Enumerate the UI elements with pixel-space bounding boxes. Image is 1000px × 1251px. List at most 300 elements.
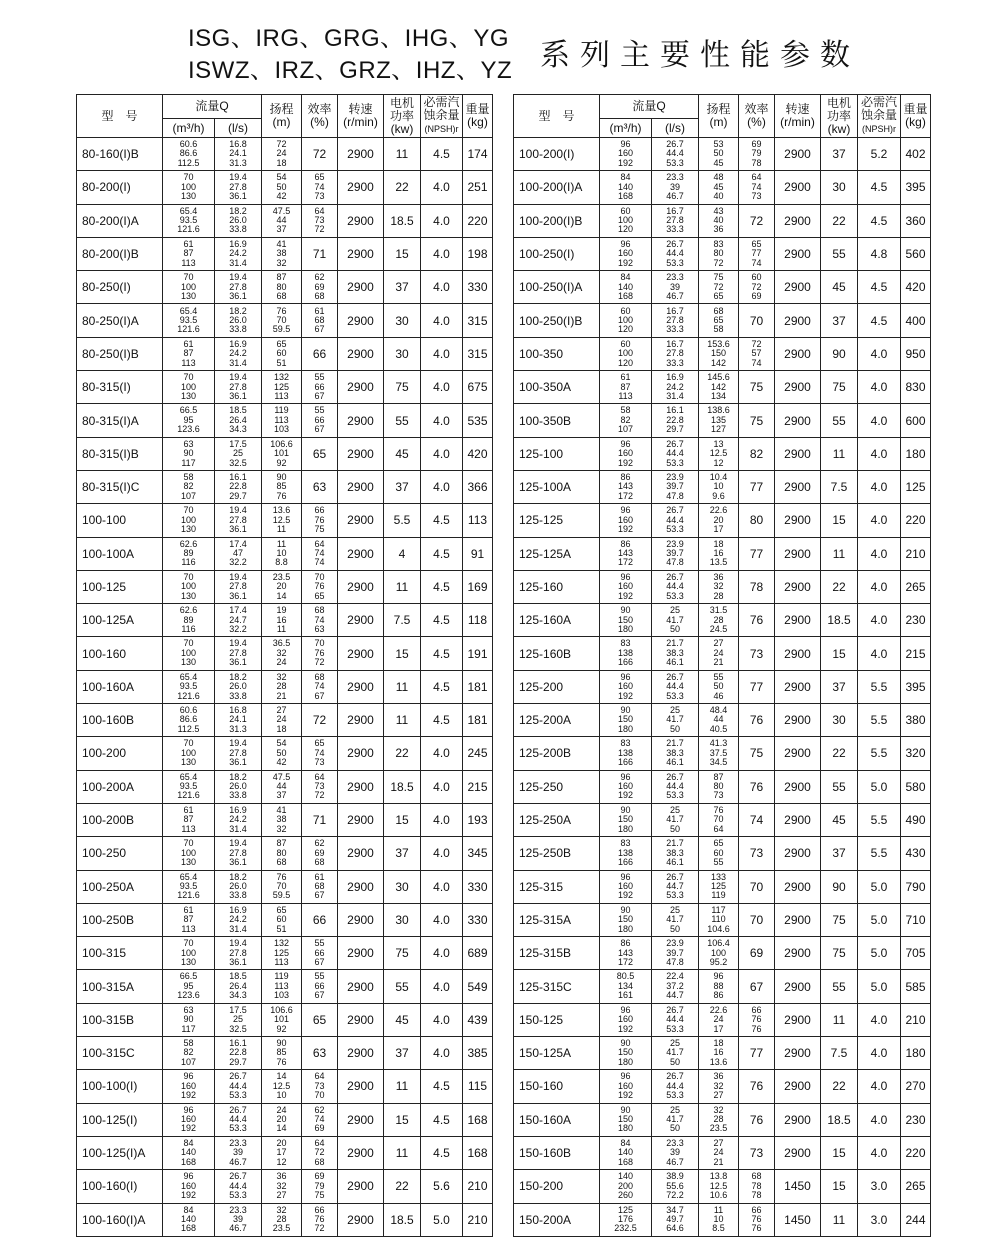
speed-cell: 2900 — [775, 371, 821, 404]
flow-m3h-cell — [600, 537, 652, 570]
efficiency-cell-value: 79 — [314, 1180, 325, 1191]
flow-m3h-cell-value: 96 — [620, 505, 631, 516]
model-cell: 125-200B — [514, 737, 600, 770]
head-cell-value: 38 — [276, 248, 287, 259]
efficiency-cell-value: 72 — [314, 790, 325, 801]
power-cell: 30 — [384, 903, 421, 936]
power-cell: 75 — [821, 937, 858, 970]
power-cell: 11 — [384, 138, 421, 171]
model-cell: 100-250 — [77, 837, 163, 870]
flow-ls-cell-value: 23.9 — [666, 538, 684, 549]
flow-ls-cell — [215, 637, 262, 670]
model-cell: 100-125(I)A — [77, 1136, 163, 1169]
flow-ls-cell — [652, 138, 699, 171]
weight-cell: 244 — [901, 1203, 931, 1236]
head-cell-value: 13 — [713, 438, 724, 449]
flow-m3h-cell-value: 60 — [620, 205, 631, 216]
efficiency-cell — [302, 371, 338, 404]
flow-m3h-cell-value: 172 — [617, 557, 634, 568]
flow-ls-cell-value: 41.7 — [666, 714, 684, 725]
head-cell — [699, 504, 739, 537]
model-cell: 125-200A — [514, 704, 600, 737]
header-efficiency-unit: (%) — [747, 115, 766, 129]
flow-ls-cell-value: 38.3 — [666, 747, 684, 758]
flow-m3h-cell-value: 130 — [180, 291, 197, 302]
head-cell-value: 12.5 — [709, 448, 728, 459]
head-cell-value: 55 — [713, 671, 724, 682]
flow-m3h-cell-value: 166 — [617, 757, 634, 768]
flow-m3h-cell-value: 84 — [620, 1137, 631, 1148]
efficiency-cell-value: 64 — [314, 538, 325, 549]
table-row — [514, 570, 931, 603]
flow-m3h-cell-value: 112.5 — [177, 723, 200, 734]
npsh-cell: 4.0 — [858, 637, 901, 670]
table-row — [514, 870, 931, 903]
flow-m3h-cell-value: 65.4 — [179, 671, 198, 682]
efficiency-cell-value: 72 — [314, 1223, 325, 1234]
flow-m3h-cell — [163, 437, 215, 470]
npsh-cell: 5.5 — [858, 837, 901, 870]
flow-ls-cell-value: 26.7 — [666, 139, 684, 150]
flow-m3h-cell-value: 62.6 — [179, 538, 198, 549]
weight-cell: 265 — [901, 570, 931, 603]
efficiency-cell-value: 67 — [314, 424, 325, 435]
npsh-cell: 4.0 — [858, 1070, 901, 1103]
flow-ls-cell-value: 44.4 — [666, 681, 684, 692]
flow-m3h-cell-value: 96 — [620, 871, 631, 882]
head-cell-value: 80 — [276, 847, 287, 858]
power-cell: 4 — [384, 537, 421, 570]
table-row — [77, 470, 493, 503]
npsh-cell: 4.0 — [421, 903, 463, 936]
flow-ls-cell-value: 44.4 — [666, 581, 684, 592]
efficiency-cell — [302, 404, 338, 437]
flow-m3h-cell — [163, 903, 215, 936]
header-efficiency — [739, 95, 775, 138]
head-cell-value: 68 — [713, 305, 724, 316]
flow-m3h-cell — [163, 837, 215, 870]
efficiency-cell: 76 — [739, 704, 775, 737]
table-row — [514, 304, 931, 337]
header-efficiency-unit: (%) — [310, 115, 329, 129]
speed-cell: 2900 — [775, 504, 821, 537]
flow-m3h-cell-value: 166 — [617, 657, 634, 668]
flow-ls-cell — [215, 1070, 262, 1103]
efficiency-cell: 76 — [739, 604, 775, 637]
flow-m3h-cell-value: 121.6 — [177, 890, 200, 901]
model-cell: 125-125A — [514, 537, 600, 570]
flow-ls-cell-value: 39.7 — [666, 481, 684, 492]
npsh-cell: 4.0 — [858, 537, 901, 570]
header-weight — [901, 95, 931, 138]
head-cell — [699, 637, 739, 670]
speed-cell: 2900 — [775, 937, 821, 970]
flow-m3h-cell-value: 84 — [620, 272, 631, 283]
model-cell: 125-315 — [514, 870, 600, 903]
header-speed — [338, 95, 384, 138]
efficiency-cell-value: 68 — [314, 671, 325, 682]
flow-m3h-cell-value: 60.6 — [179, 705, 198, 716]
flow-ls-cell — [215, 1003, 262, 1036]
efficiency-cell-value: 72 — [314, 1147, 325, 1158]
flow-ls-cell-value: 36.1 — [229, 390, 247, 401]
table-row — [77, 437, 493, 470]
efficiency-cell-value: 74 — [314, 614, 325, 625]
efficiency-cell — [302, 970, 338, 1003]
efficiency-cell — [302, 737, 338, 770]
flow-m3h-cell — [163, 737, 215, 770]
flow-m3h-cell-value: 82 — [183, 1047, 194, 1058]
speed-cell: 2900 — [775, 704, 821, 737]
head-cell-value: 85 — [276, 481, 287, 492]
weight-cell: 210 — [901, 537, 931, 570]
flow-ls-cell-value: 31.4 — [229, 357, 247, 368]
flow-ls-cell-value: 46.7 — [229, 1223, 247, 1234]
head-cell-value: 50 — [276, 747, 287, 758]
flow-m3h-cell-value: 107 — [180, 1056, 197, 1067]
speed-cell: 2900 — [338, 204, 384, 237]
model-cell: 125-315C — [514, 970, 600, 1003]
efficiency-cell: 72 — [739, 204, 775, 237]
model-cell: 100-250(I)A — [514, 271, 600, 304]
flow-ls-cell — [652, 937, 699, 970]
efficiency-cell-value: 67 — [314, 690, 325, 701]
head-cell — [699, 1136, 739, 1169]
flow-ls-cell — [652, 570, 699, 603]
model-cell: 100-160 — [77, 637, 163, 670]
efficiency-cell: 63 — [302, 1037, 338, 1070]
speed-cell: 2900 — [338, 404, 384, 437]
head-cell — [699, 803, 739, 836]
power-cell: 37 — [821, 670, 858, 703]
header-speed-label: 转速 — [785, 102, 810, 116]
flow-ls-cell-value: 50 — [669, 1123, 680, 1134]
head-cell-value: 73 — [713, 790, 724, 801]
flow-ls-cell-value: 23.3 — [229, 1204, 247, 1215]
head-cell — [262, 504, 302, 537]
head-cell-value: 60 — [276, 914, 287, 925]
flow-m3h-cell-value: 100 — [180, 181, 197, 192]
head-cell — [699, 171, 739, 204]
head-cell-value: 10 — [276, 548, 287, 558]
head-cell — [262, 704, 302, 737]
head-cell-value: 113 — [274, 414, 289, 425]
flow-m3h-cell — [600, 1170, 652, 1203]
head-cell — [262, 637, 302, 670]
power-cell: 30 — [384, 337, 421, 370]
head-cell-value: 88 — [713, 980, 724, 991]
npsh-cell: 4.0 — [858, 1003, 901, 1036]
flow-ls-cell-value: 36.1 — [229, 291, 247, 302]
speed-cell: 2900 — [338, 570, 384, 603]
model-cell: 125-100 — [514, 437, 600, 470]
head-cell-value: 27 — [713, 1090, 724, 1101]
npsh-cell: 4.0 — [858, 1136, 901, 1169]
flow-ls-cell — [652, 470, 699, 503]
flow-m3h-cell-value: 80.5 — [616, 971, 635, 982]
npsh-cell: 4.0 — [421, 770, 463, 803]
head-cell-value: 32 — [276, 1180, 287, 1191]
efficiency-cell-value: 68 — [751, 1171, 762, 1182]
efficiency-cell: 76 — [739, 1103, 775, 1136]
flow-ls-cell — [652, 204, 699, 237]
head-cell-value: 133 — [710, 871, 727, 882]
flow-m3h-cell-value: 87 — [620, 381, 631, 392]
model-cell: 80-315(I)B — [77, 437, 163, 470]
head-cell — [699, 770, 739, 803]
model-cell: 100-350B — [514, 404, 600, 437]
flow-ls-cell-value: 53.3 — [666, 890, 684, 901]
efficiency-cell — [302, 537, 338, 570]
head-cell-value: 117 — [711, 904, 726, 915]
table-row — [77, 171, 493, 204]
efficiency-cell — [302, 1203, 338, 1236]
flow-ls-cell-value: 31.4 — [229, 923, 247, 934]
efficiency-cell-value: 73 — [751, 191, 762, 202]
flow-m3h-cell-value: 192 — [617, 1090, 634, 1101]
header-flow: 流量Q — [163, 95, 262, 119]
head-cell-value: 119 — [711, 890, 726, 901]
flow-m3h-cell — [163, 371, 215, 404]
flow-ls-cell — [652, 870, 699, 903]
model-cell: 80-315(I)A — [77, 404, 163, 437]
head-cell — [262, 1103, 302, 1136]
efficiency-cell-value: 74 — [314, 548, 325, 558]
flow-ls-cell-value: 21.7 — [666, 638, 684, 649]
flow-m3h-cell-value: 86 — [620, 472, 631, 482]
head-cell — [699, 903, 739, 936]
speed-cell: 2900 — [338, 1037, 384, 1070]
model-cell: 100-250A — [77, 870, 163, 903]
weight-cell: 380 — [901, 704, 931, 737]
head-cell-value: 44 — [276, 215, 287, 226]
flow-m3h-cell-value: 180 — [617, 624, 634, 634]
power-cell: 11 — [821, 437, 858, 470]
head-cell — [699, 604, 739, 637]
head-cell-value: 31.5 — [709, 605, 728, 616]
head-cell-value: 9.6 — [712, 490, 725, 501]
head-cell-value: 45 — [713, 157, 724, 168]
header-flow-unit-m3h: (m³/h) — [600, 119, 652, 138]
flow-m3h-cell-value: 120 — [617, 324, 634, 335]
speed-cell: 2900 — [338, 337, 384, 370]
flow-m3h-cell-value: 60 — [620, 338, 631, 349]
flow-m3h-cell-value: 89 — [183, 614, 194, 625]
flow-ls-cell-value: 29.7 — [666, 424, 684, 435]
npsh-cell: 4.5 — [421, 704, 463, 737]
head-cell — [699, 237, 739, 270]
head-cell — [699, 970, 739, 1003]
head-cell-value: 36 — [713, 1071, 724, 1082]
npsh-cell: 3.0 — [858, 1203, 901, 1236]
weight-cell: 490 — [901, 803, 931, 836]
flow-m3h-cell — [163, 670, 215, 703]
head-cell — [262, 371, 302, 404]
flow-ls-cell — [652, 803, 699, 836]
flow-ls-cell-value: 26.7 — [666, 571, 684, 582]
flow-m3h-cell-value: 86 — [620, 938, 631, 949]
head-cell-value: 110 — [711, 914, 726, 925]
power-cell: 15 — [384, 637, 421, 670]
head-cell-value: 32 — [276, 1204, 287, 1215]
head-cell-value: 32 — [276, 671, 287, 682]
flow-m3h-cell — [600, 1103, 652, 1136]
npsh-cell: 5.5 — [858, 670, 901, 703]
model-cell: 100-315A — [77, 970, 163, 1003]
flow-ls-cell — [215, 604, 262, 637]
power-cell: 11 — [384, 1136, 421, 1169]
flow-ls-cell-value: 17.4 — [229, 605, 247, 616]
head-cell — [699, 537, 739, 570]
head-cell-value: 11 — [713, 1204, 724, 1215]
flow-m3h-cell-value: 90 — [620, 1038, 631, 1049]
flow-m3h-cell — [163, 1037, 215, 1070]
document-title — [188, 16, 888, 82]
efficiency-cell: 69 — [739, 937, 775, 970]
flow-m3h-cell-value: 112.5 — [177, 157, 200, 168]
flow-ls-cell — [652, 1136, 699, 1169]
flow-ls-cell-value: 26.0 — [229, 781, 247, 792]
head-cell-value: 100 — [710, 947, 727, 958]
npsh-cell: 4.0 — [421, 870, 463, 903]
power-cell: 11 — [384, 670, 421, 703]
weight-cell: 215 — [901, 637, 931, 670]
efficiency-cell: 75 — [739, 371, 775, 404]
flow-m3h-cell — [163, 637, 215, 670]
table-row — [514, 704, 931, 737]
flow-ls-cell-value: 53.3 — [666, 790, 684, 801]
flow-ls-cell-value: 39 — [669, 281, 680, 292]
header-efficiency — [302, 95, 338, 138]
flow-m3h-cell-value: 96 — [620, 1071, 631, 1082]
weight-cell: 270 — [901, 1070, 931, 1103]
head-cell-value: 24 — [713, 1014, 724, 1025]
head-cell-value: 106.4 — [707, 938, 730, 949]
head-cell-value: 36 — [713, 571, 724, 582]
flow-ls-cell-value: 25 — [669, 804, 680, 815]
npsh-cell: 4.0 — [421, 803, 463, 836]
flow-m3h-cell-value: 143 — [617, 481, 634, 492]
head-cell — [262, 337, 302, 370]
head-cell-value: 8.5 — [712, 1223, 725, 1234]
flow-m3h-cell-value: 65.4 — [179, 771, 198, 782]
head-cell-value: 44 — [713, 714, 724, 725]
head-cell-value: 80 — [276, 281, 287, 292]
power-cell: 37 — [821, 138, 858, 171]
efficiency-cell — [302, 1170, 338, 1203]
flow-ls-cell-value: 53.3 — [666, 590, 684, 601]
head-cell — [262, 870, 302, 903]
efficiency-cell-value: 74 — [314, 1114, 325, 1125]
flow-m3h-cell — [600, 404, 652, 437]
flow-ls-cell-value: 46.7 — [666, 1156, 684, 1167]
table-row — [77, 737, 493, 770]
head-cell-value: 12.5 — [272, 514, 291, 525]
flow-m3h-cell-value: 96 — [620, 771, 631, 782]
flow-m3h-cell-value: 192 — [617, 157, 634, 168]
head-cell-value: 92 — [276, 1023, 287, 1034]
flow-m3h-cell-value: 138 — [617, 647, 634, 658]
power-cell: 15 — [821, 1170, 858, 1203]
npsh-cell: 4.0 — [858, 504, 901, 537]
speed-cell: 2900 — [338, 837, 384, 870]
head-cell-value: 36 — [713, 224, 724, 235]
flow-m3h-cell-value: 192 — [617, 790, 634, 801]
head-cell-value: 14 — [276, 1071, 287, 1082]
speed-cell: 2900 — [338, 138, 384, 171]
npsh-cell: 4.5 — [421, 504, 463, 537]
model-cell: 150-125A — [514, 1037, 600, 1070]
flow-m3h-cell-value: 140 — [617, 281, 634, 292]
flow-m3h-cell-value: 192 — [180, 1190, 197, 1201]
weight-cell: 215 — [463, 770, 493, 803]
flow-m3h-cell — [600, 737, 652, 770]
head-cell-value: 72 — [713, 257, 724, 268]
weight-cell: 315 — [463, 304, 493, 337]
weight-cell: 193 — [463, 803, 493, 836]
head-cell-value: 20 — [713, 514, 724, 525]
head-cell-value: 87 — [276, 838, 287, 849]
flow-m3h-cell-value: 180 — [617, 1123, 634, 1134]
flow-ls-cell-value: 19.4 — [229, 372, 247, 383]
flow-ls-cell-value: 29.7 — [229, 490, 247, 501]
efficiency-cell: 72 — [302, 704, 338, 737]
head-cell — [699, 271, 739, 304]
head-cell — [262, 1203, 302, 1236]
speed-cell: 2900 — [775, 204, 821, 237]
header-power — [384, 95, 421, 138]
head-cell-value: 17 — [713, 1023, 724, 1034]
power-cell: 37 — [384, 1037, 421, 1070]
head-cell-value: 80 — [713, 248, 724, 259]
speed-cell: 1450 — [775, 1170, 821, 1203]
efficiency-cell — [302, 1103, 338, 1136]
flow-m3h-cell-value: 87 — [183, 914, 194, 925]
efficiency-cell: 70 — [739, 903, 775, 936]
flow-ls-cell-value: 21.7 — [666, 738, 684, 749]
model-cell: 80-200(I) — [77, 171, 163, 204]
flow-m3h-cell-value: 200 — [617, 1180, 634, 1191]
table-row — [514, 1103, 931, 1136]
title-series-line-1: ISG、IRG、GRG、IHG、YG — [188, 25, 510, 52]
flow-ls-cell-value: 21.7 — [666, 838, 684, 849]
weight-cell: 251 — [463, 171, 493, 204]
flow-ls-cell-value: 38.9 — [666, 1171, 684, 1182]
flow-ls-cell — [215, 304, 262, 337]
flow-m3h-cell-value: 113 — [181, 257, 196, 268]
speed-cell: 2900 — [338, 937, 384, 970]
spec-table-left — [76, 94, 493, 1237]
flow-ls-cell-value: 26.7 — [229, 1171, 247, 1182]
head-cell-value: 28 — [713, 590, 724, 601]
npsh-cell: 4.0 — [421, 937, 463, 970]
weight-cell: 125 — [901, 470, 931, 503]
efficiency-cell-value: 62 — [314, 272, 325, 283]
flow-m3h-cell — [600, 903, 652, 936]
flow-m3h-cell-value: 160 — [617, 681, 634, 692]
flow-ls-cell — [215, 138, 262, 171]
head-cell-value: 23.5 — [709, 1123, 728, 1134]
weight-cell: 181 — [463, 704, 493, 737]
flow-m3h-cell — [600, 171, 652, 204]
efficiency-cell-value: 74 — [751, 357, 762, 368]
flow-m3h-cell-value: 95 — [183, 980, 194, 991]
efficiency-cell — [739, 271, 775, 304]
head-cell-value: 75 — [713, 272, 724, 283]
table-row — [514, 903, 931, 936]
head-cell — [262, 937, 302, 970]
head-cell-value: 59.5 — [272, 890, 291, 901]
